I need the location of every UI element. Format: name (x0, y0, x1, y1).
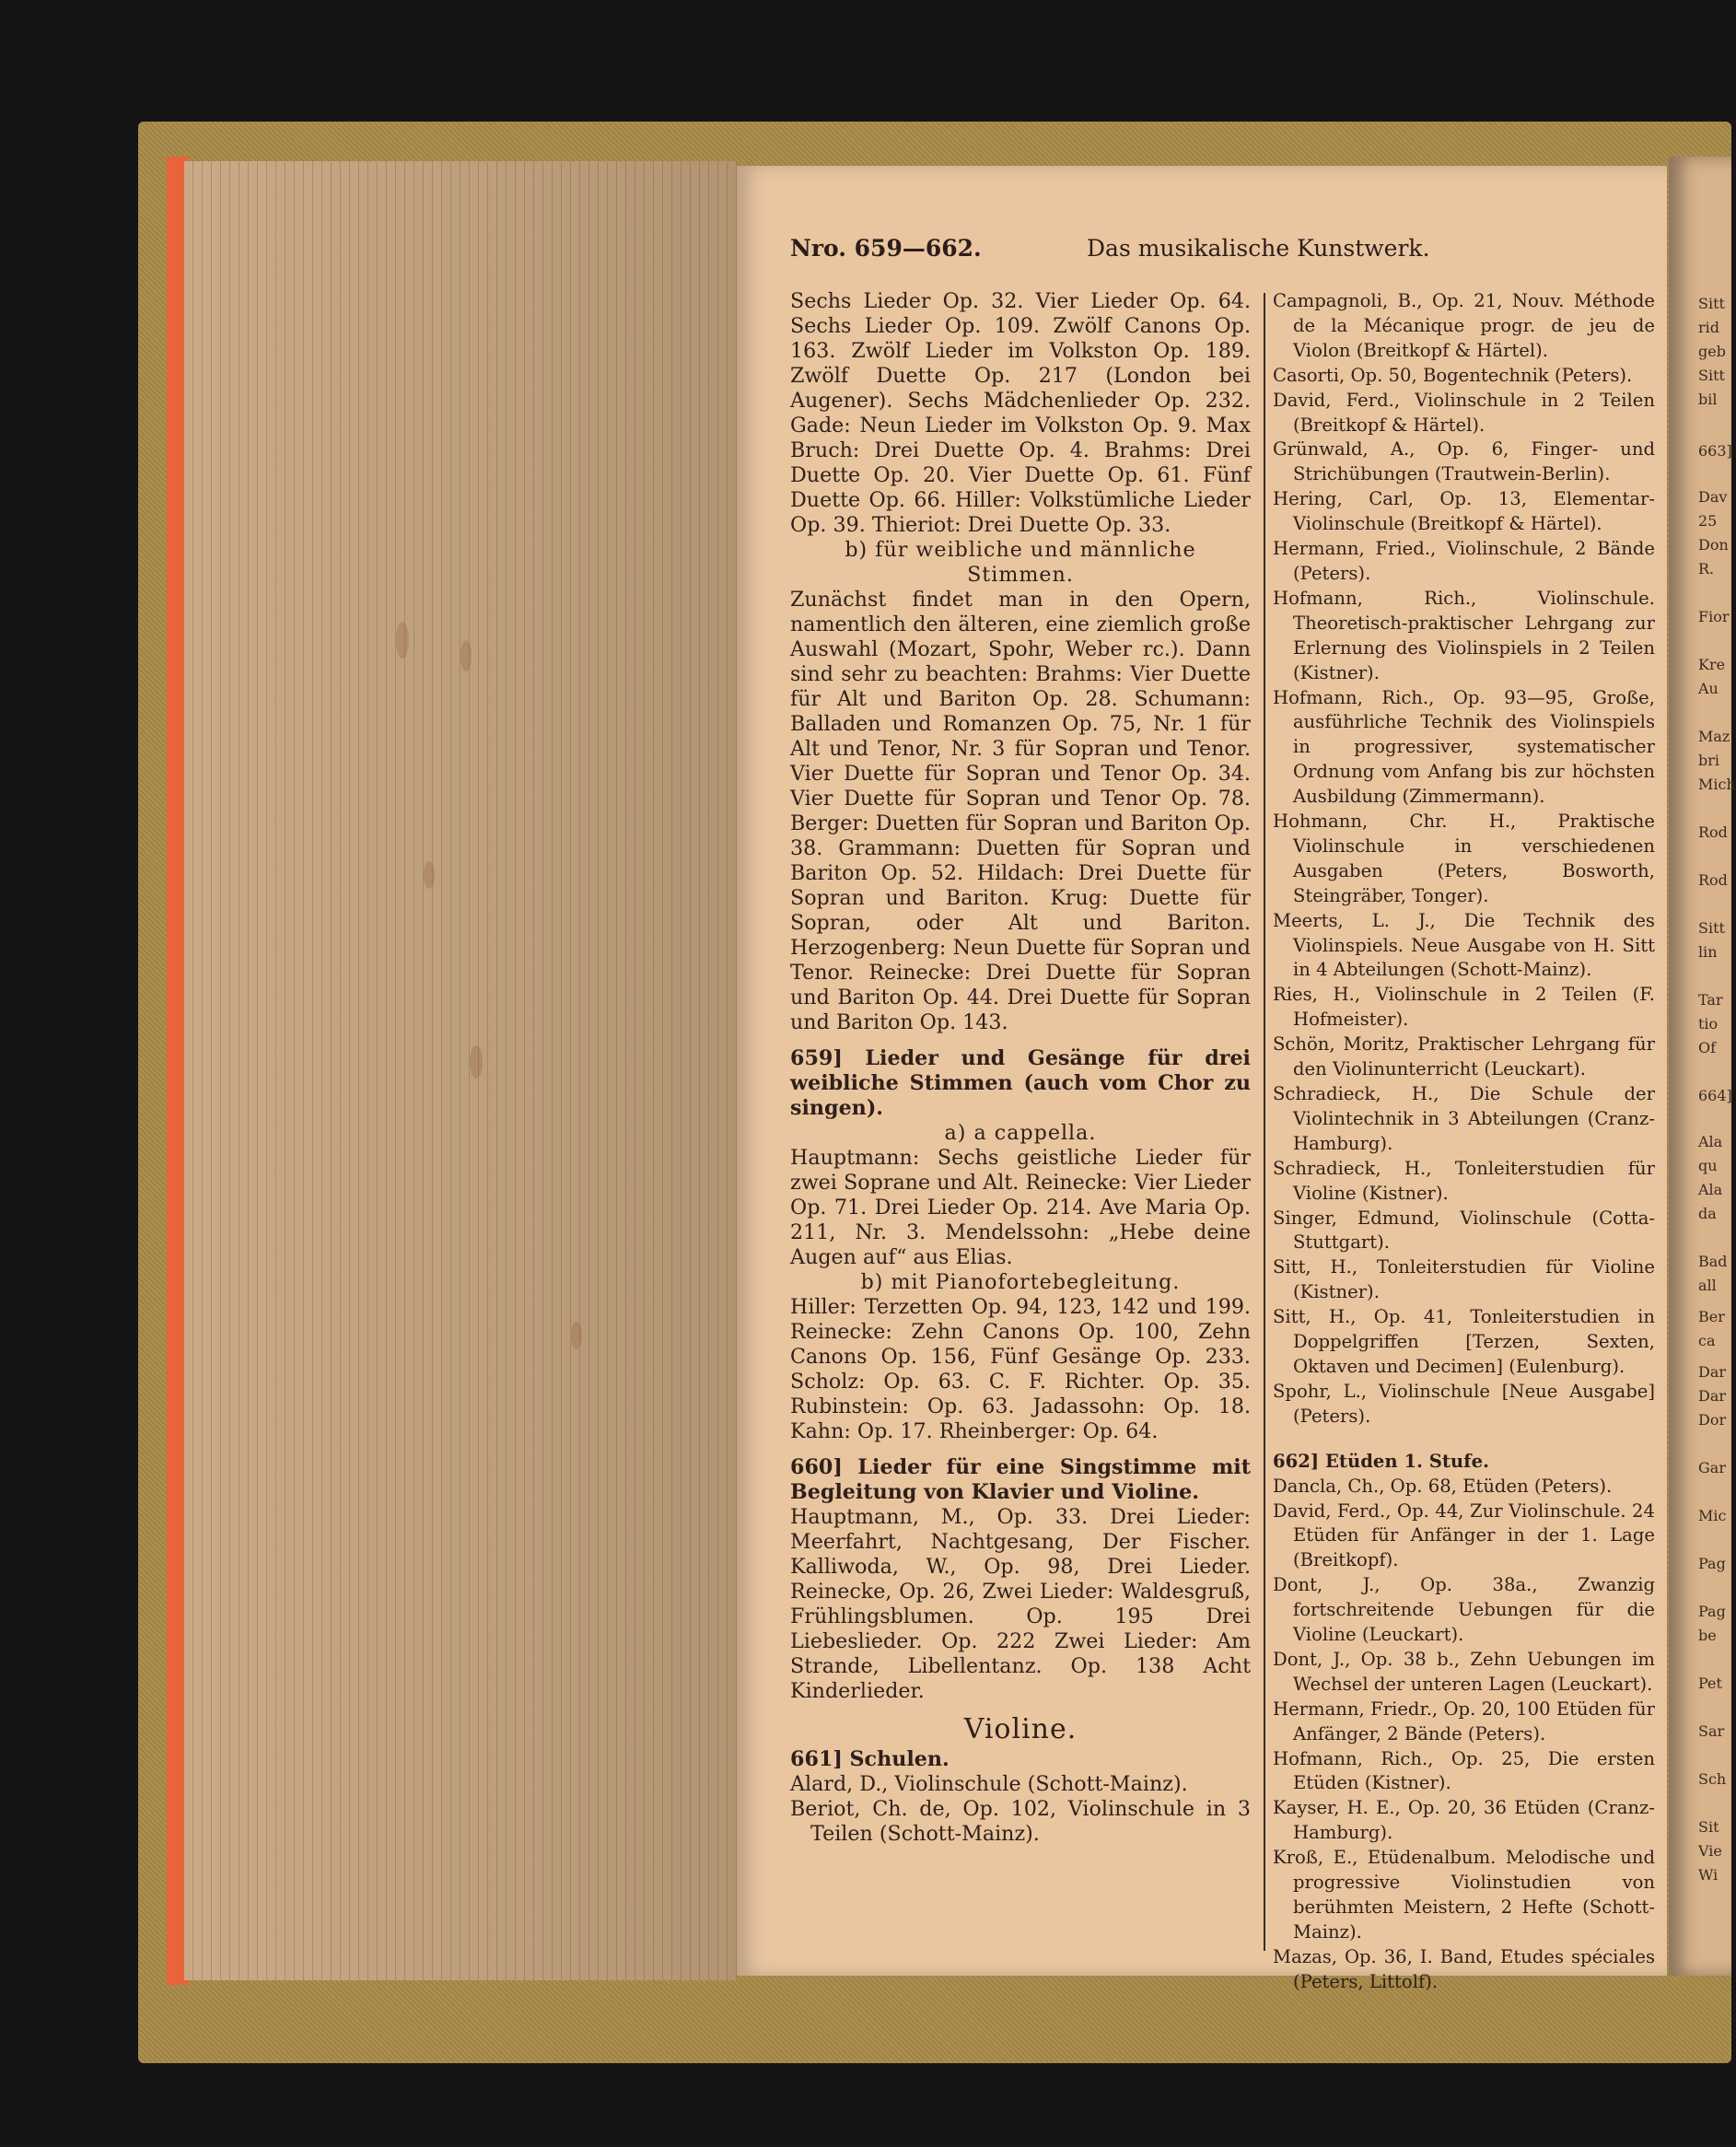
next-page-fragment: Don (1698, 536, 1729, 554)
next-page-fragment: R. (1698, 560, 1715, 578)
stain-spot (424, 861, 435, 889)
next-page-fragment: rid (1698, 319, 1720, 336)
next-page-fragment: Kre (1698, 656, 1726, 673)
running-title: Das musikalische Kunstwerk. (1087, 235, 1430, 262)
section-heading-662: 662] Etüden 1. Stufe. (1273, 1450, 1489, 1472)
next-page-fragment: bil (1698, 391, 1718, 408)
next-page-fragment: Pag (1698, 1555, 1726, 1572)
stain-spot (571, 1322, 582, 1349)
entry: Schön, Moritz, Praktischer Lehrgang für den Violinunterricht (Leuckart). (1273, 1033, 1655, 1080)
next-page-fragment: Au (1698, 680, 1719, 697)
next-page-fragment: Vie (1698, 1842, 1722, 1860)
next-page-fragment: Sitt (1698, 919, 1725, 937)
next-page-fragment: Sitt (1698, 367, 1725, 384)
entry: Alard, D., Violinschule (Schott-Mainz). (790, 1772, 1188, 1796)
entry: Casorti, Op. 50, Bogentechnik (Peters). (1273, 364, 1633, 386)
entry: Beriot, Ch. de, Op. 102, Violinschule in 3 Teilen (Schott-Mainz). (790, 1797, 1251, 1846)
section-heading-660: 660] Lieder für eine Singstimme mit Begleitung von Klavier und Violine. (790, 1455, 1251, 1504)
entry: Hermann, Friedr., Op. 20, 100 Etüden für Anfänger, 2 Bände (Peters). (1273, 1698, 1655, 1744)
entry: David, Ferd., Op. 44, Zur Violinschule. 24 Etüden für Anfänger in der 1. Lage (Breitkopf). (1273, 1499, 1655, 1571)
next-page-fragment: Mich (1698, 776, 1736, 793)
entry: Grünwald, A., Op. 6, Finger- und Strichübungen (Trautwein-Berlin). (1273, 438, 1655, 485)
left-column (790, 289, 1251, 1847)
paragraph: Zunächst findet man in den Opern, namentlich den älteren, eine ziemlich große Auswahl (Mozart, Spohr, Weber rc.). Dann sind sehr zu beachten: Brahms: Vier Duette für Alt und Bariton Op. 28. Schumann: Balladen und Romanzen Op. 75, Nr. 1 für Alt und Tenor, Nr. 3 für Sopran und Tenor. Vier Duette für Sopran und Tenor Op. 34. Vier Duette für Sopran und Tenor Op. 78. Berger: Duetten für Sopran und Bariton Op. 38. Grammann: Duetten für Sopran und Bariton Op. 52. Hildach: Drei Duette für Sopran und Bariton. Krug: Duette für Sopran, oder Alt und Bariton. Herzogenberg: Neun Duette für Sopran und Tenor. Reinecke: Drei Duette für Sopran und Bariton Op. 44. Drei Duette für Sopran und Bariton Op. 143. (790, 588, 1251, 1034)
next-page-fragment: Dav (1698, 488, 1728, 506)
entry: Hering, Carl, Op. 13, Elementar-Violinschule (Breitkopf & Härtel). (1273, 488, 1655, 535)
next-page-fragment: Sar (1698, 1722, 1725, 1740)
paragraph: Hiller: Terzetten Op. 94, 123, 142 und 199. Reinecke: Zehn Canons Op. 100, Zehn Canons Op. 156, Fünf Gesänge Op. 233. Scholz: Op. 63. C. F. Richter. Op. 35. Rubinstein: Op. 63. Jadassohn: Op. 18. Kahn: Op. 17. Rheinberger: Op. 64. (790, 1295, 1251, 1443)
next-page-fragment: 664] (1698, 1087, 1732, 1104)
next-page-fragment: Ber (1698, 1308, 1725, 1325)
next-page-fragment: Sit (1698, 1818, 1719, 1836)
next-page-fragment: Tar (1698, 991, 1723, 1009)
next-page-fragment: Sch (1698, 1770, 1727, 1788)
next-page-fragment: all (1698, 1277, 1717, 1294)
next-page-fragment: Fior (1698, 608, 1730, 625)
page-header (790, 235, 1619, 268)
entry: Hofmann, Rich., Violinschule. Theoretisch-praktischer Lehrgang zur Erlernung des Violinspiels in 2 Teilen (Kistner). (1273, 587, 1655, 683)
next-page-fragment: Rod (1698, 871, 1728, 889)
next-page-edge (1669, 157, 1736, 1976)
subheading: a) a cappella. (944, 1121, 1097, 1145)
section-heading-661: 661] Schulen. (790, 1747, 950, 1771)
next-page-fragment: tio (1698, 1015, 1719, 1033)
next-page-fragment: 25 (1698, 512, 1718, 530)
entry: Hohmann, Chr. H., Praktische Violinschule in verschiedenen Ausgaben (Peters, Bosworth, Steingräber, Tonger). (1273, 811, 1655, 906)
next-page-fragment: 663] (1698, 442, 1732, 460)
right-column (1273, 289, 1655, 1995)
entry: Campagnoli, B., Op. 21, Nouv. Méthode de la Mécanique progr. de jeu de Violon (Breitkopf & Härtel). (1273, 290, 1655, 361)
entry: Sitt, H., Op. 41, Tonleiterstudien in Doppelgriffen [Terzen, Sexten, Oktaven und Decimen] (Eulenburg). (1273, 1306, 1655, 1377)
paragraph: Sechs Lieder Op. 32. Vier Lieder Op. 64. Sechs Lieder Op. 109. Zwölf Canons Op. 163. Zwölf Lieder im Volkston Op. 189. Zwölf Duette Op. 217 (London bei Augener). Sechs Mädchenlieder Op. 232. Gade: Neun Lieder im Volkston Op. 9. Max Bruch: Drei Duette Op. 4. Brahms: Drei Duette Op. 20. Vier Duette Op. 61. Fünf Duette Op. 66. Hiller: Volkstümliche Lieder Op. 39. Thieriot: Drei Duette Op. 33. (790, 289, 1251, 537)
paragraph: Hauptmann: Sechs geistliche Lieder für zwei Soprane und Alt. Reinecke: Vier Lieder Op. 71. Drei Lieder Op. 214. Ave Maria Op. 211, Nr. 3. Mendelssohn: „Hebe deine Augen auf“ aus Elias. (790, 1146, 1251, 1269)
stain-spot (396, 622, 409, 659)
next-page-fragment: Wi (1698, 1866, 1719, 1884)
next-page-fragment: Maz (1698, 728, 1730, 745)
next-page-fragment: bri (1698, 752, 1720, 769)
entry: Hofmann, Rich., Op. 25, Die ersten Etüden (Kistner). (1273, 1747, 1655, 1794)
next-page-fragment: Dor (1698, 1411, 1727, 1429)
next-page-fragment: Mic (1698, 1507, 1727, 1524)
entry: David, Ferd., Violinschule in 2 Teilen (Breitkopf & Härtel). (1273, 389, 1655, 436)
next-page-fragment: qu (1698, 1157, 1718, 1174)
next-page-fragment: Ala (1698, 1133, 1723, 1150)
next-page-fragment: Dar (1698, 1363, 1727, 1381)
entry: Kayser, H. E., Op. 20, 36 Etüden (Cranz-Hamburg). (1273, 1797, 1655, 1844)
entry: Dont, J., Op. 38a., Zwanzig fortschreitende Uebungen für die Violine (Leuckart). (1273, 1574, 1655, 1646)
heading-violine: Violine. (963, 1713, 1078, 1745)
section-heading-659: 659] Lieder und Gesänge für drei weibliche Stimmen (auch vom Chor zu singen). (790, 1046, 1251, 1120)
entry: Dancla, Ch., Op. 68, Etüden (Peters). (1273, 1475, 1613, 1497)
subheading: b) für weibliche und männliche Stimmen. (845, 538, 1196, 587)
entry: Mazas, Op. 36, I. Band, Etudes spéciales (Peters, Littolf). (1273, 1945, 1655, 1992)
next-page-fragment: Of (1698, 1039, 1717, 1056)
next-page-fragment: Pet (1698, 1674, 1722, 1692)
entry: Sitt, H., Tonleiterstudien für Violine (Kistner). (1273, 1256, 1655, 1303)
stain-spot (470, 1045, 483, 1079)
next-page-fragment: Rod (1698, 823, 1728, 841)
page-range: Nro. 659—662. (790, 235, 982, 262)
next-page-fragment: be (1698, 1627, 1717, 1644)
next-page-fragment: Gar (1698, 1459, 1726, 1476)
subheading: b) mit Pianofortebegleitung. (860, 1270, 1181, 1294)
entry: Kroß, E., Etüdenalbum. Melodische und progressive Violinstudien von berühmten Meistern, 2 Hefte (Schott-Mainz). (1273, 1847, 1655, 1943)
entry: Schradieck, H., Tonleiterstudien für Violine (Kistner). (1273, 1157, 1655, 1204)
next-page-fragment: Dar (1698, 1387, 1727, 1405)
entry: Ries, H., Violinschule in 2 Teilen (F. Hofmeister). (1273, 984, 1655, 1031)
next-page-fragment: geb (1698, 343, 1726, 360)
paragraph: Hauptmann, M., Op. 33. Drei Lieder: Meerfahrt, Nachtgesang, Der Fischer. Kalliwoda, W., Op. 98, Drei Lieder. Reinecke, Op. 26, Zwei Lieder: Waldesgruß, Frühlingsblumen. Op. 195 Drei Liebeslieder. Op. 222 Zwei Lieder: Am Strande, Libellentanz. Op. 138 Acht Kinderlieder. (790, 1505, 1251, 1703)
stain-spot (460, 640, 472, 671)
next-page-fragment: Pag (1698, 1603, 1726, 1620)
column-divider (1264, 293, 1265, 1951)
next-page-fragment: Ala (1698, 1181, 1723, 1198)
entry: Hermann, Fried., Violinschule, 2 Bände (Peters). (1273, 538, 1655, 584)
next-page-fragment: lin (1698, 943, 1718, 961)
entry: Singer, Edmund, Violinschule (Cotta-Stuttgart). (1273, 1207, 1655, 1254)
entry: Schradieck, H., Die Schule der Violintechnik in 3 Abteilungen (Cranz-Hamburg). (1273, 1083, 1655, 1154)
next-page-fragment: ca (1698, 1332, 1716, 1349)
entry: Meerts, L. J., Die Technik des Violinspiels. Neue Ausgabe von H. Sitt in 4 Abteilungen (Schott-Mainz). (1273, 909, 1655, 981)
next-page-fragment: da (1698, 1205, 1717, 1222)
entry: Dont, J., Op. 38 b., Zehn Uebungen im Wechsel der unteren Lagen (Leuckart). (1273, 1648, 1655, 1695)
entry: Hofmann, Rich., Op. 93—95, Große, ausführliche Technik des Violinspiels in progressiver, systematischer Ordnung vom Anfang bis zur höchsten Ausbildung (Zimmermann). (1273, 686, 1655, 808)
entry: Spohr, L., Violinschule [Neue Ausgabe] (Peters). (1273, 1380, 1655, 1427)
next-page-fragment: Sitt (1698, 295, 1725, 312)
next-page-fragment: Bad (1698, 1253, 1728, 1270)
page-stack-left (184, 161, 737, 1980)
